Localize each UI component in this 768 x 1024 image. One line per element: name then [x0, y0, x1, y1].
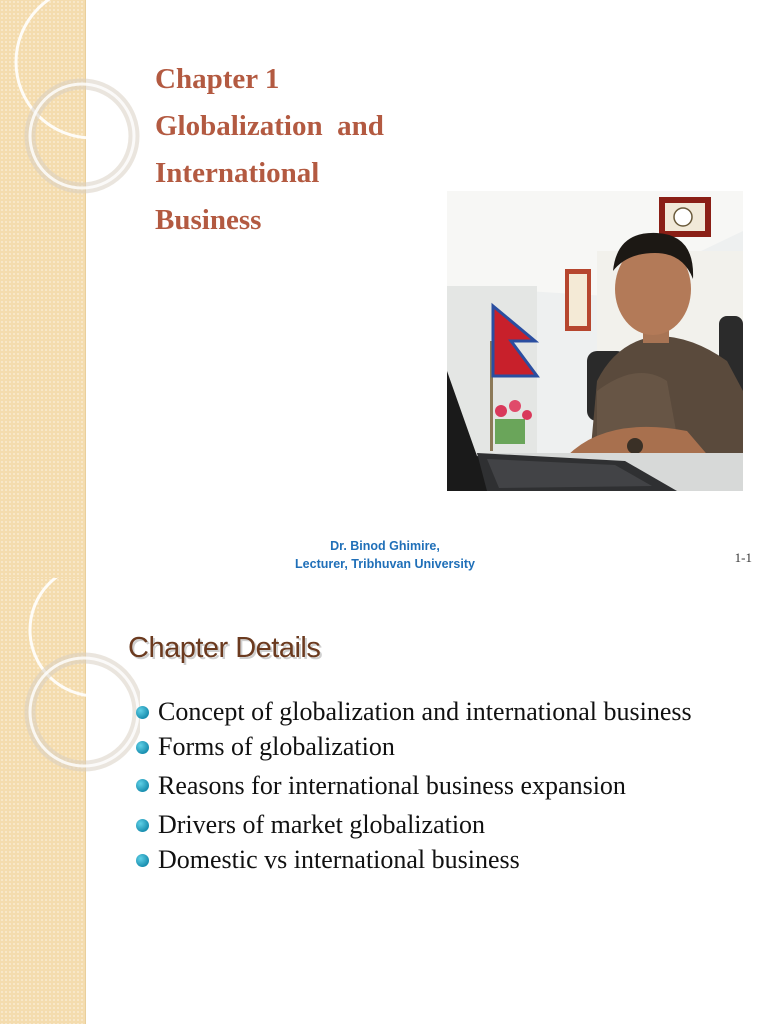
title-line: Globalization and — [155, 110, 384, 142]
list-item-text: Concept of globalization and international business — [158, 697, 692, 726]
author-photo — [447, 191, 743, 491]
list-item — [134, 733, 744, 761]
bullet-dot-icon — [136, 819, 149, 832]
decorative-side-band — [0, 0, 86, 578]
list-item-text: Drivers of market globalization — [158, 810, 486, 839]
title-line: Chapter 1 — [155, 63, 280, 95]
list-item-text: Domestic vs international business — [158, 845, 520, 874]
slide-heading: Chapter Details — [128, 632, 321, 664]
chapter-details-list — [134, 698, 744, 881]
list-item — [134, 846, 744, 874]
bullet-dot-icon — [136, 741, 149, 754]
page-number: 1-1 — [734, 550, 752, 565]
slide-title-text — [155, 56, 384, 244]
author-name: Dr. Binod Ghimire, — [330, 539, 440, 553]
bullet-dot-icon — [136, 779, 149, 792]
author-credit — [250, 537, 520, 573]
title-line: International — [155, 157, 320, 189]
list-item — [134, 811, 744, 839]
list-item-text: Reasons for international business expansion — [158, 771, 626, 800]
slide-chapter-details — [0, 578, 768, 1024]
bullet-dot-icon — [136, 854, 149, 867]
title-line: Business — [155, 204, 262, 236]
list-item — [134, 698, 744, 726]
list-item-text: Forms of globalization — [158, 732, 395, 761]
list-item — [134, 768, 744, 804]
bullet-dot-icon — [136, 706, 149, 719]
decorative-side-band — [0, 578, 86, 1024]
author-role: Lecturer, Tribhuvan University — [295, 557, 475, 571]
